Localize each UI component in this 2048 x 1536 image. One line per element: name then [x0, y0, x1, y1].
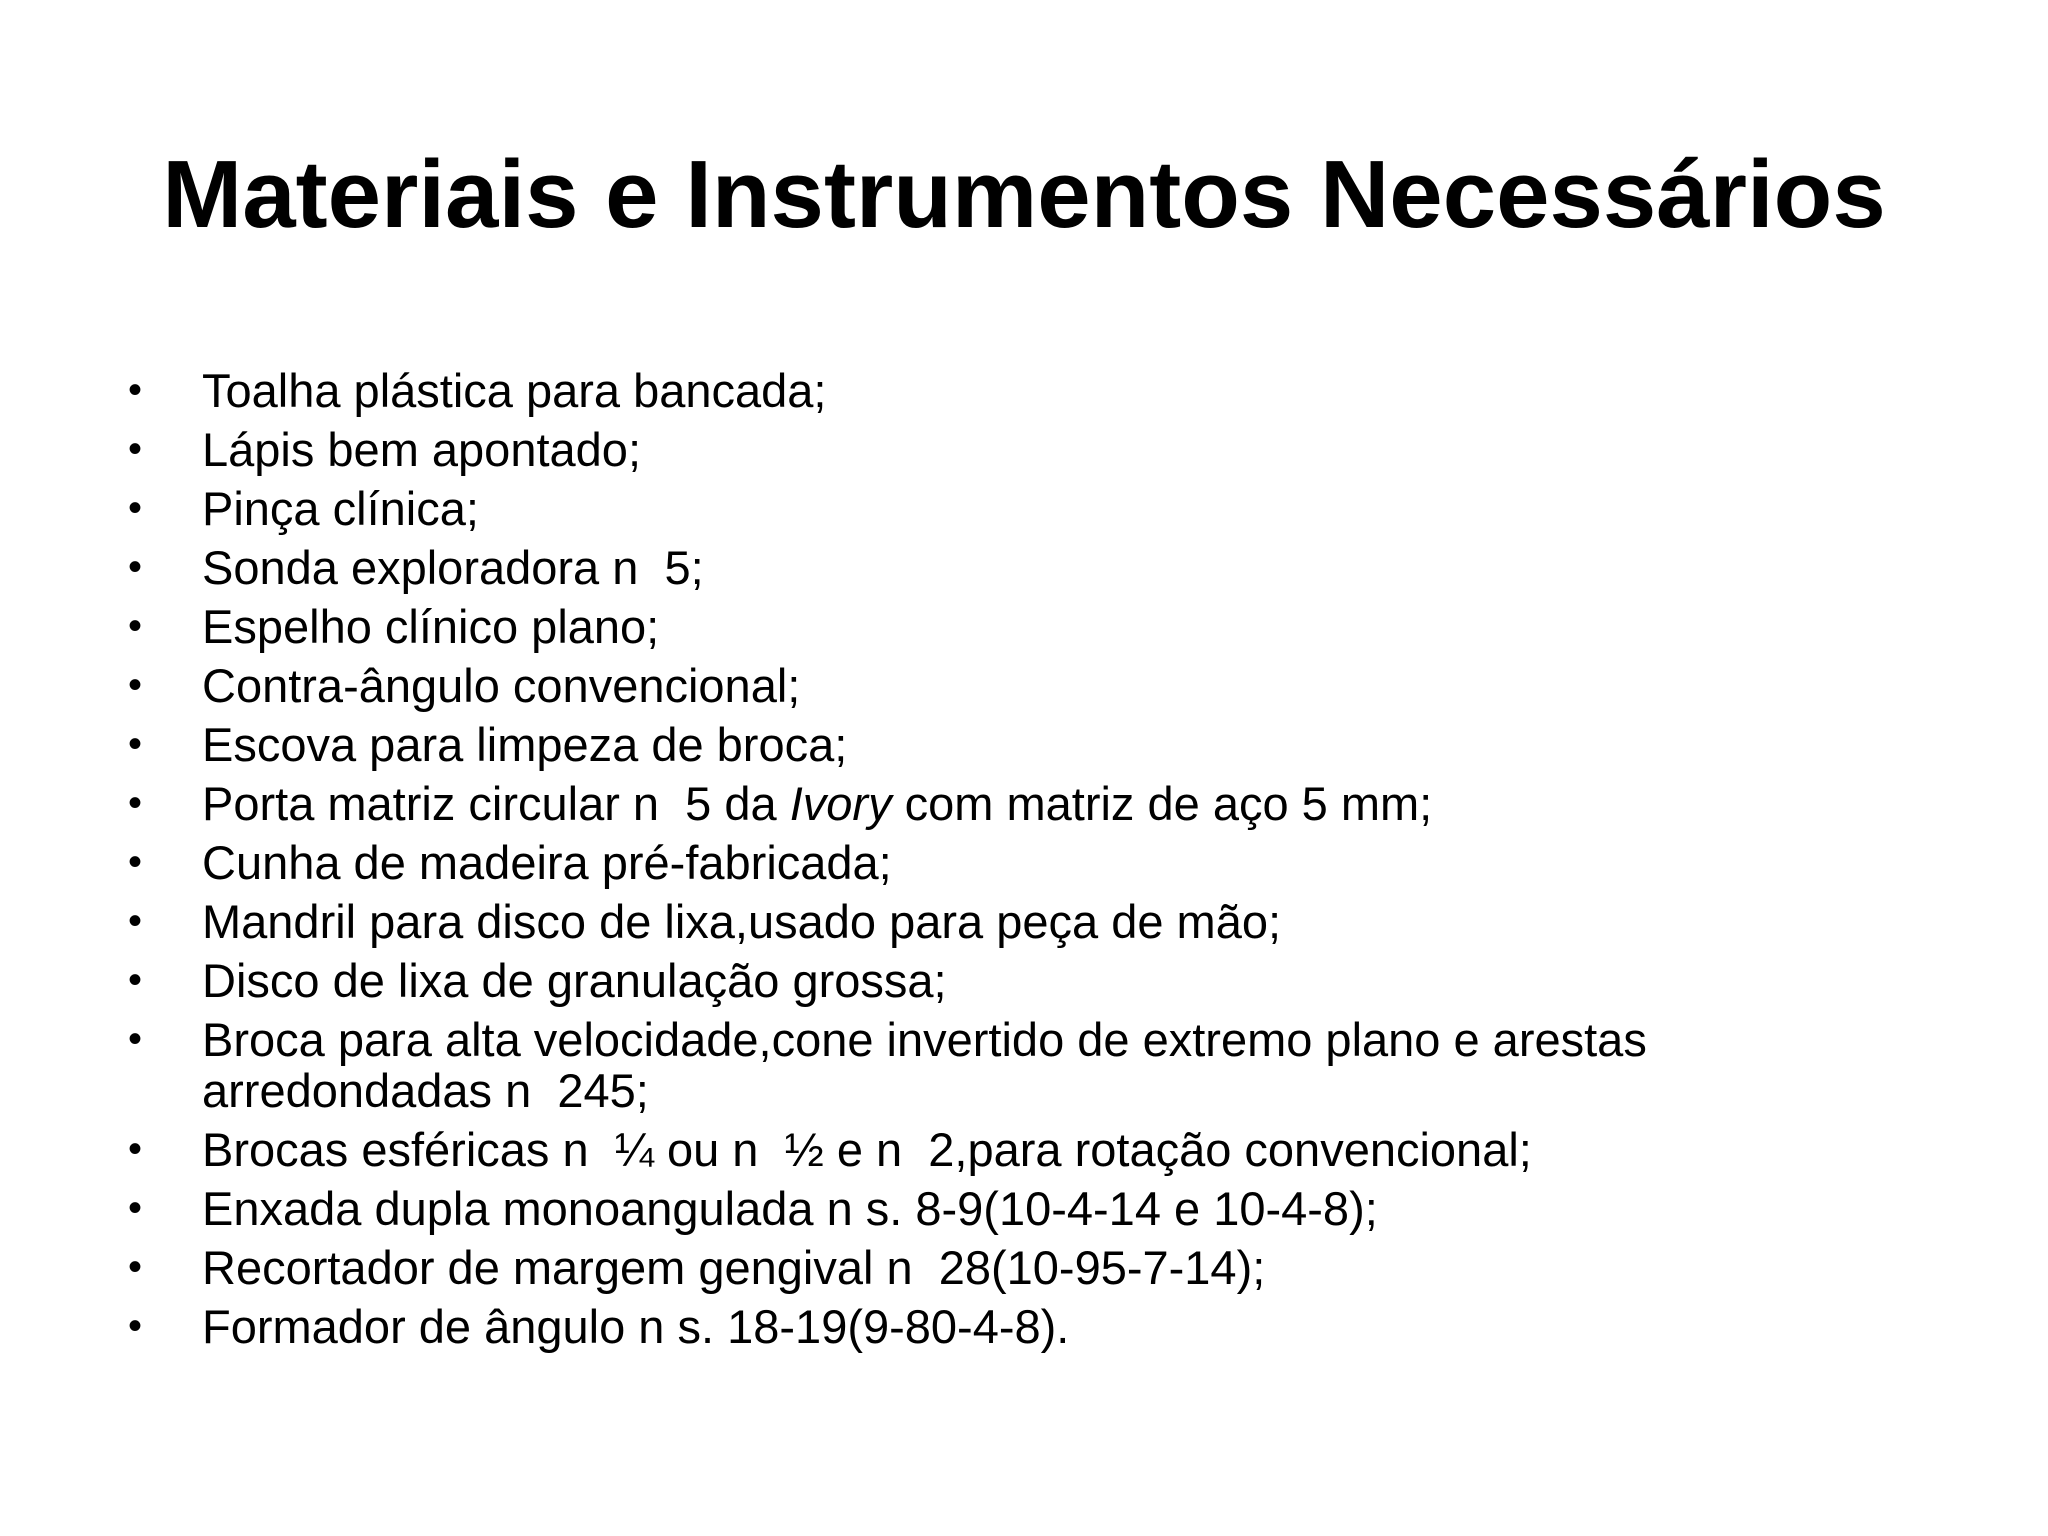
list-item	[120, 837, 1980, 888]
list-item-text: Broca para alta velocidade,cone invertido de extremo plano e arestas arredondadas n 245;	[202, 1013, 1660, 1117]
list-item-text: Pinça clínica;	[202, 482, 479, 535]
list-item-text: Escova para limpeza de broca;	[202, 718, 848, 771]
list-item-text: Cunha de madeira pré-fabricada;	[202, 836, 892, 889]
bullet-icon: •	[128, 1304, 143, 1348]
bullet-icon: •	[128, 663, 143, 707]
bullet-icon: •	[128, 899, 143, 943]
bullet-icon: •	[128, 368, 143, 412]
list-item	[120, 424, 1980, 475]
bullet-icon: •	[128, 427, 143, 471]
list-item	[120, 1183, 1980, 1234]
bullet-icon: •	[128, 958, 143, 1002]
list-item-text: Brocas esféricas n ¼ ou n ½ e n 2,para rotação convencional;	[202, 1123, 1532, 1176]
list-item	[120, 896, 1980, 947]
list-item	[120, 1014, 1842, 1116]
bullet-icon: •	[128, 1186, 143, 1230]
list-item-text: Toalha plástica para bancada;	[202, 364, 827, 417]
list-item-text: Mandril para disco de lixa,usado para peça de mão;	[202, 895, 1282, 948]
bullet-icon: •	[128, 722, 143, 766]
list-item-text: Espelho clínico plano;	[202, 600, 660, 653]
list-item	[120, 1124, 1980, 1175]
bullet-icon: •	[128, 604, 143, 648]
bullet-icon: •	[128, 781, 143, 825]
bullet-icon: •	[128, 840, 143, 884]
list-item	[120, 1301, 1980, 1352]
list-item	[120, 483, 1980, 534]
list-item	[120, 955, 1980, 1006]
list-item	[120, 601, 1980, 652]
list-item-text: Lápis bem apontado;	[202, 423, 641, 476]
list-item-text: Contra-ângulo convencional;	[202, 659, 801, 712]
bullet-icon: •	[128, 545, 143, 589]
slide-title: Materiais e Instrumentos Necessários	[162, 141, 1886, 248]
list-item-text: Recortador de margem gengival n 28(10-95-7-14);	[202, 1241, 1266, 1294]
bullet-icon: •	[128, 1127, 143, 1171]
list-item-text: Enxada dupla monoangulada n s. 8-9(10-4-14 e 10-4-8);	[202, 1182, 1378, 1235]
list-item-text: Formador de ângulo n s. 18-19(9-80-4-8).	[202, 1300, 1070, 1353]
list-item	[120, 542, 1980, 593]
list-item	[120, 1242, 1980, 1293]
list-item	[120, 719, 1980, 770]
list-item	[120, 365, 1980, 416]
bullet-icon: •	[128, 486, 143, 530]
bullet-icon: •	[128, 1017, 143, 1061]
list-item	[120, 660, 1980, 711]
brand-name: Ivory	[789, 777, 892, 830]
list-item-text: Porta matriz circular n 5 da Ivory com matriz de aço 5 mm;	[202, 777, 1433, 830]
list-item	[120, 778, 1980, 829]
bullet-icon: •	[128, 1245, 143, 1289]
list-item-text: Sonda exploradora n 5;	[202, 541, 704, 594]
list-item-text: Disco de lixa de granulação grossa;	[202, 954, 947, 1007]
materials-list	[120, 365, 1980, 1360]
